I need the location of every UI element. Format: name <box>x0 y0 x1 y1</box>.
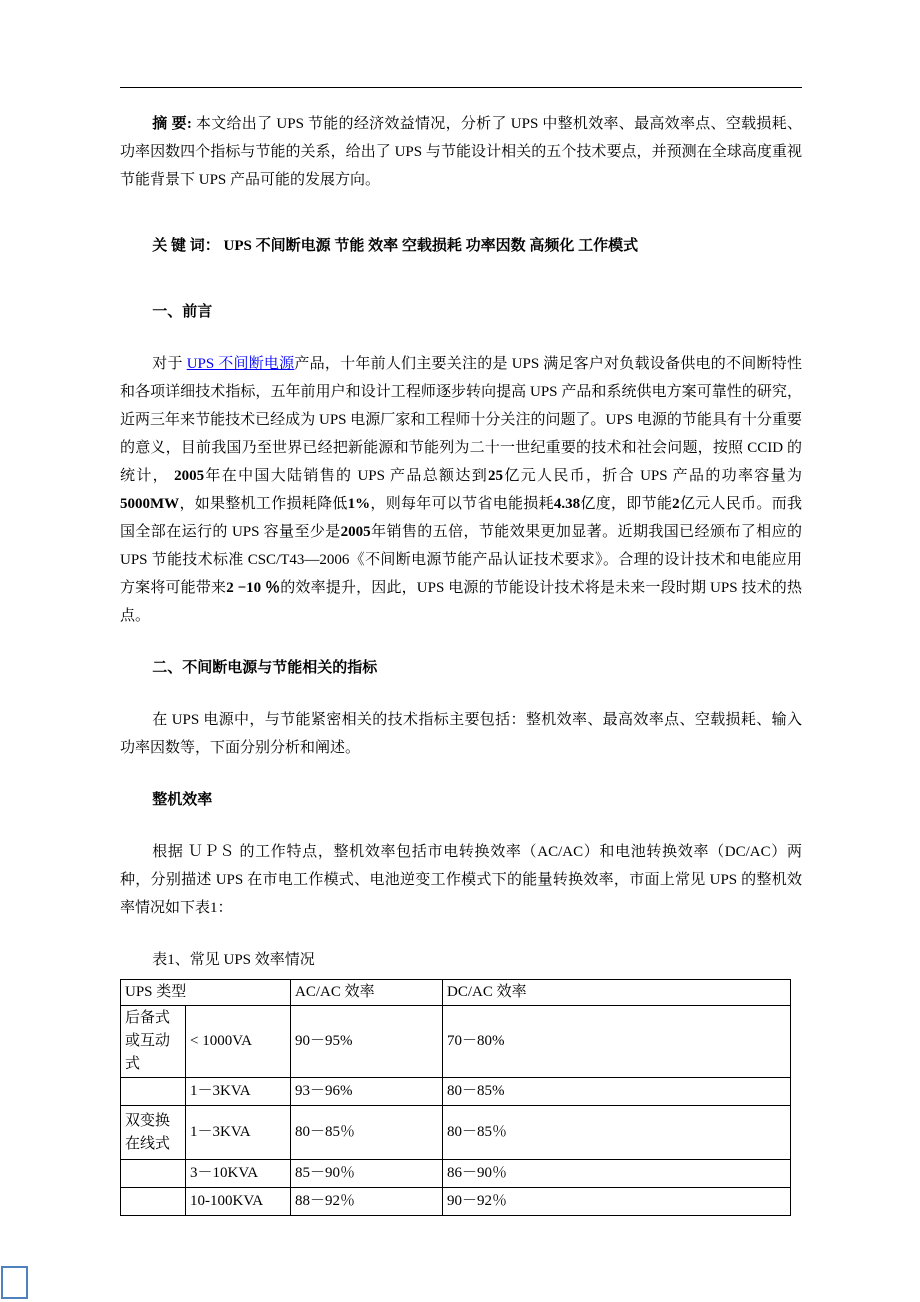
keywords-label: 关 键 词： <box>152 238 220 254</box>
bold-figure-text: 5000MW <box>120 496 180 512</box>
heading-foreword: 一、前言 <box>152 304 213 320</box>
table-row <box>121 1188 791 1216</box>
indicators-paragraph: 在 UPS 电源中，与节能紧密相关的技术指标主要包括：整机效率、最高效率点、空载损耗、输入功率因数等，下面分别分析和阐述。 <box>120 712 802 756</box>
cell-capacity: 3－10KVA <box>186 1160 291 1188</box>
body-text-run: ，则每年可以节省电能损耗 <box>370 496 554 512</box>
bold-figure-text: 2005 <box>340 524 371 540</box>
header-cell-ups-type: UPS 类型 <box>121 980 291 1006</box>
cell-capacity: < 1000VA <box>186 1006 291 1078</box>
table-row <box>121 1006 791 1078</box>
cell-dcac: 86－90％ <box>443 1160 791 1188</box>
cell-acac: 85－90％ <box>291 1160 443 1188</box>
heading-overall-efficiency: 整机效率 <box>152 792 213 808</box>
bold-figure-text: 2005 <box>174 468 205 484</box>
overall-efficiency-paragraph: 根据 ＵＰＳ 的工作特点，整机效率包括市电转换效率（AC/AC）和电池转换效率（DC/AC）两种，分别描述 UPS 在市电工作模式、电池逆变工作模式下的能量转换效率，市面上常见 UPS 的整机效率情况如下表1： <box>120 844 802 916</box>
body-text-run: 亿元人民币，折合 UPS 产品的功率容量为 <box>503 468 802 484</box>
cell-type: 后备式或互动式 <box>121 1006 186 1078</box>
ups-efficiency-table <box>120 979 791 1216</box>
bold-figure-text: 4.38 <box>553 496 581 512</box>
body-text-run: 年在中国大陆销售的 UPS 产品总额达到 <box>204 468 489 484</box>
cell-acac: 88－92％ <box>291 1188 443 1216</box>
bold-figure-text: 25 <box>488 468 504 484</box>
cell-capacity: 1－3KVA <box>186 1078 291 1106</box>
cell-type: 双变换在线式 <box>121 1106 186 1160</box>
placeholder-box <box>1 1266 28 1299</box>
body-text-run: 亿度，即节能 <box>580 496 673 512</box>
cell-dcac: 70－80% <box>443 1006 791 1078</box>
bold-figure-text: 2 −10 ％ <box>226 580 281 596</box>
body-text-run: 年销售的五倍，节能效果更加显著。近期我国已经颁布了相应的 UPS 节能技术标准 CSC/T43—2006《不间断电源节能产品认证技术要求》。合理的设计技术和电能应用方案将可能带来 <box>120 524 802 596</box>
abstract-text: 本文给出了 UPS 节能的经济效益情况，分析了 UPS 中整机效率、最高效率点、空载损耗、功率因数四个指标与节能的关系，给出了 UPS 与节能设计相关的五个技术要点，并预测在全球高度重视节能背景下 UPS 产品可能的发展方向。 <box>120 116 802 188</box>
body-text-run: 的效率提升，因此，UPS 电源的节能设计技术将是未来一段时期 UPS 技术的热点。 <box>120 580 802 624</box>
cell-dcac: 80－85% <box>443 1078 791 1106</box>
table-row <box>121 1078 791 1106</box>
cell-dcac: 80－85％ <box>443 1106 791 1160</box>
bold-figure-text: 1% <box>347 496 371 512</box>
abstract-paragraph <box>120 110 802 194</box>
body-text-run: 亿元人民币。而我国全部在运行的 UPS 容量至少是 <box>120 496 802 540</box>
body-text-run: 产品，十年前人们主要关注的是 UPS 满足客户对负载设备供电的不间断特性和各项详细技术指标，五年前用户和设计工程师逐步转向提高 UPS 产品和系统供电方案可靠性的研究，近两三年来节能技术已经成为 UPS 电源厂家和工程师十分关注的问题了。UPS 电源的节能具有十分重要的意义，目前我国乃至世界已经把新能源和节能列为二十一世纪重要的技术和社会问题，按照 CCID 的统计， <box>120 356 802 484</box>
ups-hyperlink[interactable]: UPS 不间断电源 <box>186 356 295 372</box>
cell-type <box>121 1078 186 1106</box>
table-caption: 表1、常见 UPS 效率情况 <box>152 952 315 968</box>
table-row <box>121 1160 791 1188</box>
heading-indicators: 二、不间断电源与节能相关的指标 <box>152 660 378 676</box>
table-header-row <box>121 980 791 1006</box>
cell-acac: 93－96% <box>291 1078 443 1106</box>
body-text-run: 对于 <box>152 356 187 372</box>
cell-type <box>121 1160 186 1188</box>
table-row <box>121 1106 791 1160</box>
header-cell-acac: AC/AC 效率 <box>291 980 443 1006</box>
abstract-label: 摘 要: <box>152 116 192 132</box>
cell-capacity: 1－3KVA <box>186 1106 291 1160</box>
cell-acac: 90－95% <box>291 1006 443 1078</box>
cell-capacity: 10-100KVA <box>186 1188 291 1216</box>
foreword-paragraph <box>120 350 802 630</box>
cell-acac: 80－85％ <box>291 1106 443 1160</box>
cell-dcac: 90－92％ <box>443 1188 791 1216</box>
header-cell-dcac: DC/AC 效率 <box>443 980 791 1006</box>
bold-figure-text: 2 <box>672 496 680 512</box>
cell-type <box>121 1188 186 1216</box>
body-text-run: ，如果整机工作损耗降低 <box>179 496 348 512</box>
keywords-text: UPS 不间断电源 节能 效率 空载损耗 功率因数 高频化 工作模式 <box>219 238 639 254</box>
keywords-paragraph <box>120 232 802 260</box>
header-rule <box>120 87 802 88</box>
